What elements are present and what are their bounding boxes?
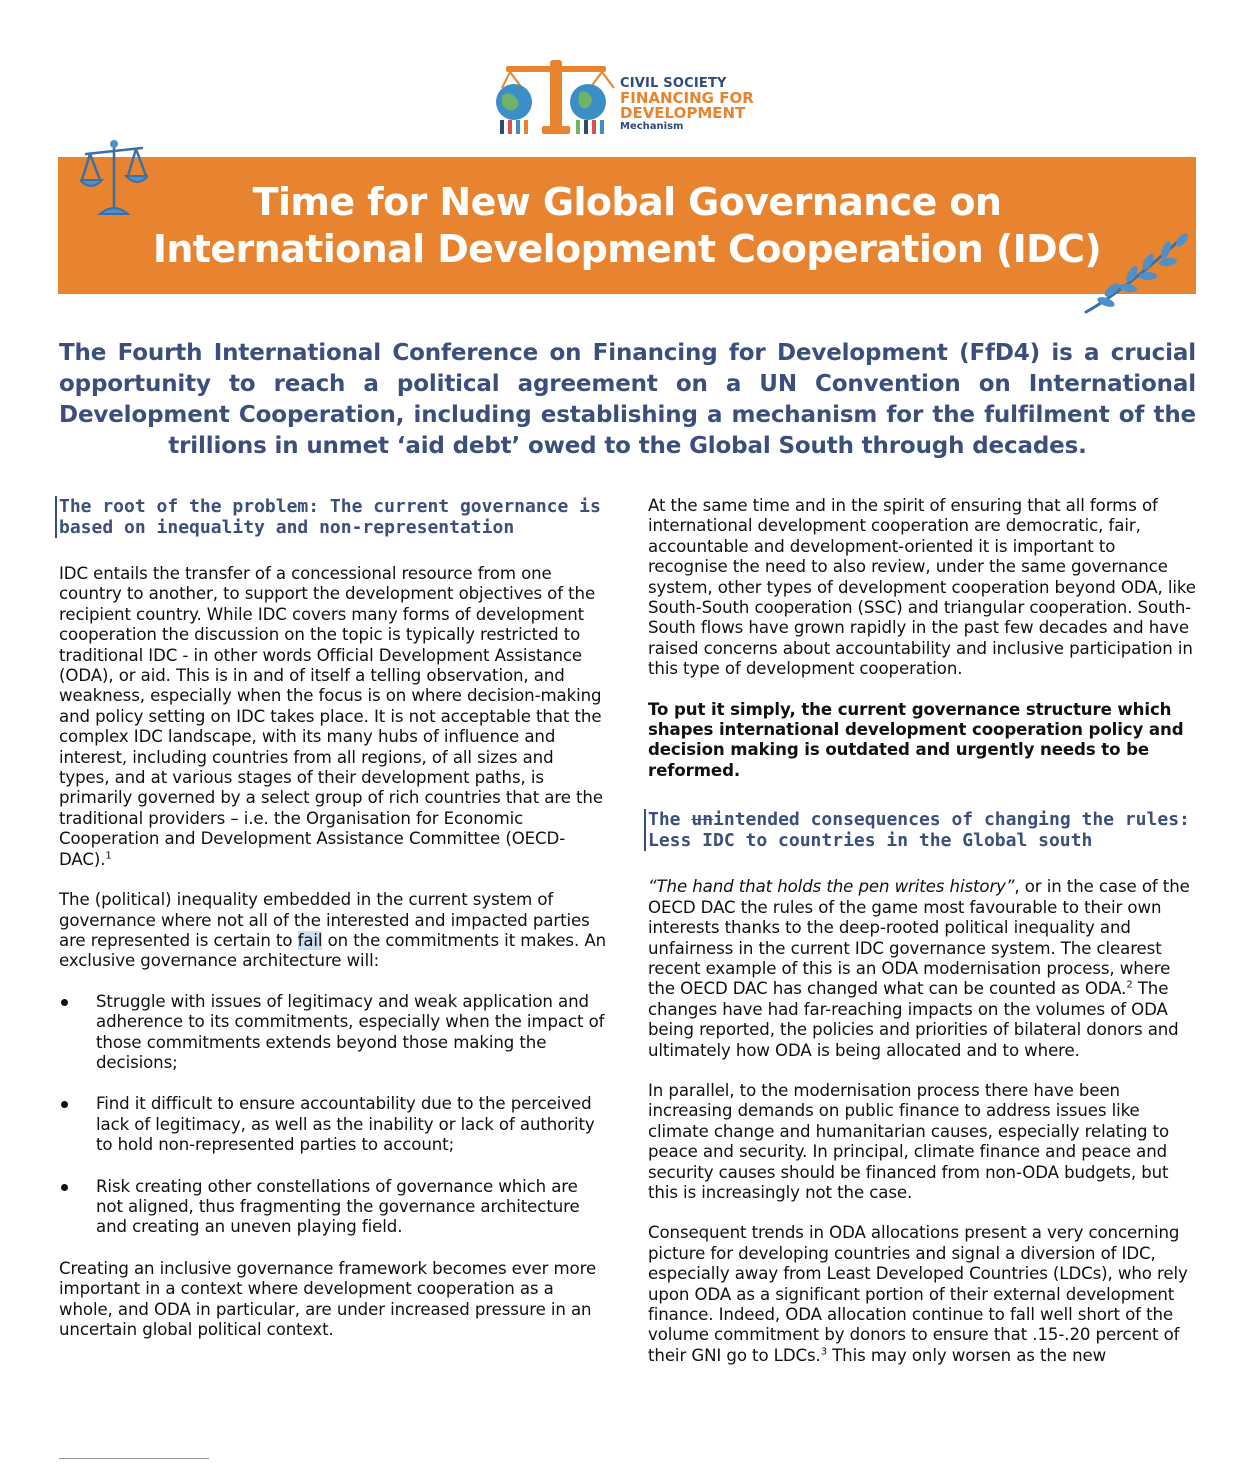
- logo-line-3: DEVELOPMENT: [620, 104, 746, 122]
- paragraph-oda-text-b: This may only worsen as the new: [826, 1345, 1107, 1365]
- paragraph-summary-bold: To put it simply, the current governance structure which shapes international development cooperation policy and decision making is outdated and urgently needs to be reformed.: [648, 699, 1184, 780]
- footnote-ref-3[interactable]: 3: [820, 1346, 827, 1358]
- paragraph-inequality-text-a: The (political) inequality embedded in the current system of governance where not all of the interested and impacted parties are represented is certain to: [59, 890, 590, 950]
- paragraph-idc-definition: [59, 564, 609, 870]
- paragraph-pen-history-text-b: The changes have had far-reaching impacts on the volumes of ODA being reported, the policies and priorities of bilateral donors and ultimately how ODA is being allocated and to where.: [648, 979, 1179, 1060]
- logo-line-1: CIVIL SOCIETY: [620, 76, 727, 91]
- highlighted-word: fail: [297, 930, 323, 950]
- paragraph-pen-history: [648, 877, 1198, 1061]
- footnote-separator: [59, 1458, 209, 1459]
- logo-line-4: Mechanism: [620, 121, 684, 132]
- paragraph-idc-definition-text: IDC entails the transfer of a concessional resource from one country to another, to support the development objectives of the recipient country. While IDC covers many forms of development cooperation the discussion on the topic is typically restricted to traditional IDC - in other words Official Development Assistance (ODA), or aid. This is in and of itself a telling observation, and weakness, especially when the focus is on where decision-making and policy setting on IDC takes place. It is not acceptable that the complex IDC landscape, with its many hubs of influence and interest, including countries from all regions, of all sizes and types, and at various stages of their development paths, is primarily governed by a select group of rich countries that are the traditional providers – i.e. the Organisation for Economic Cooperation and Development Assistance Committee (OECD-DAC).: [59, 564, 603, 869]
- list-item: Risk creating other constellations of governance which are not aligned, thus fragmenting the governance architecture and creating an uneven playing field.: [59, 1177, 609, 1238]
- quote-text: “The hand that holds the pen writes history”: [648, 877, 1015, 897]
- footnote-ref-1[interactable]: 1: [105, 850, 112, 862]
- paragraph-pen-history-text-a: , or in the case of the OECD DAC the rules of the game most favourable to their own interests thanks to the deep-rooted political inequality and unfairness in the current IDC governance system. The clearest recent example of this is an ODA modernisation process, where the OECD DAC has changed what can be counted as ODA.: [648, 877, 1190, 999]
- logo-line-2: FINANCING FOR: [620, 89, 754, 107]
- paragraph-inequality-text-b: on the commitments it makes. An exclusive governance architecture will:: [59, 930, 606, 971]
- section-heading-root-problem: The root of the problem: The current governance is based on inequality and non-representation: [55, 496, 609, 538]
- scales-globe-logo-icon: [492, 58, 620, 142]
- list-item: Find it difficult to ensure accountability due to the perceived lack of legitimacy, as well as the inability or lack of authority to hold non-represented parties to account;: [59, 1094, 609, 1155]
- right-column: [648, 496, 1198, 1386]
- paragraph-ssc: At the same time and in the spirit of ensuring that all forms of international development cooperation are democratic, fair, accountable and development-oriented it is important to recognise the need to also review, under the same governance system, other types of development cooperation beyond ODA, like South-South cooperation (SSC) and triangular cooperation. South-South flows have grown rapidly in the past few decades and have raised concerns about accountability and inclusive participation in this type of development cooperation.: [648, 496, 1196, 679]
- paragraph-inclusive-framework: Creating an inclusive governance framework becomes ever more important in a context where development cooperation as a whole, and ODA in particular, are under increased pressure in an uncertain global political context.: [59, 1258, 597, 1339]
- list-item: Struggle with issues of legitimacy and weak application and adherence to its commitments, especially when the impact of those commitments extends beyond those making the decisions;: [59, 992, 609, 1074]
- logo-text: [620, 76, 754, 133]
- consequences-list: [59, 992, 609, 1238]
- title-line-1: Time for New Global Governance on: [252, 180, 1002, 224]
- heading-strikethrough: un: [691, 809, 714, 831]
- paragraph-inequality: [59, 890, 609, 972]
- title-banner: [58, 157, 1196, 294]
- lead-paragraph: The Fourth International Conference on Financing for Development (FfD4) is a crucial opportunity to reach a political agreement on a UN Convention on International Development Cooperation, including establishing a mechanism for the fulfilment of the trillions in unmet ‘aid debt’ owed to the Global South through decades.: [59, 340, 1196, 459]
- paragraph-oda-allocations: [648, 1223, 1198, 1366]
- section-heading-consequences: [644, 809, 1198, 851]
- page-title: [58, 179, 1196, 273]
- paragraph-oda-text-a: Consequent trends in ODA allocations present a very concerning picture for developing countries and signal a diversion of IDC, especially away from Least Developed Countries (LDCs), who rely upon ODA as a significant portion of their external development finance. Indeed, ODA allocation continue to fall well short of the volume commitment by donors to ensure that .15-.20 percent of their GNI go to LDCs.: [648, 1223, 1188, 1365]
- justice-scales-icon: [80, 136, 148, 220]
- footnote-ref-2[interactable]: 2: [1126, 979, 1133, 991]
- title-line-2: International Development Cooperation (IDC): [152, 227, 1102, 271]
- csfd-logo: [492, 58, 772, 142]
- paragraph-public-finance: In parallel, to the modernisation process there have been increasing demands on public finance to address issues like climate change and humanitarian causes, especially relating to peace and security. In principal, climate finance and peace and security causes should be financed from non-ODA budgets, but this is increasingly not the case.: [648, 1080, 1170, 1202]
- heading-post: intended consequences of changing the rules: Less IDC to countries in the Global south: [648, 809, 1190, 852]
- olive-branch-icon: [1082, 232, 1192, 316]
- heading-pre: The: [648, 809, 692, 831]
- left-column: [59, 496, 609, 1360]
